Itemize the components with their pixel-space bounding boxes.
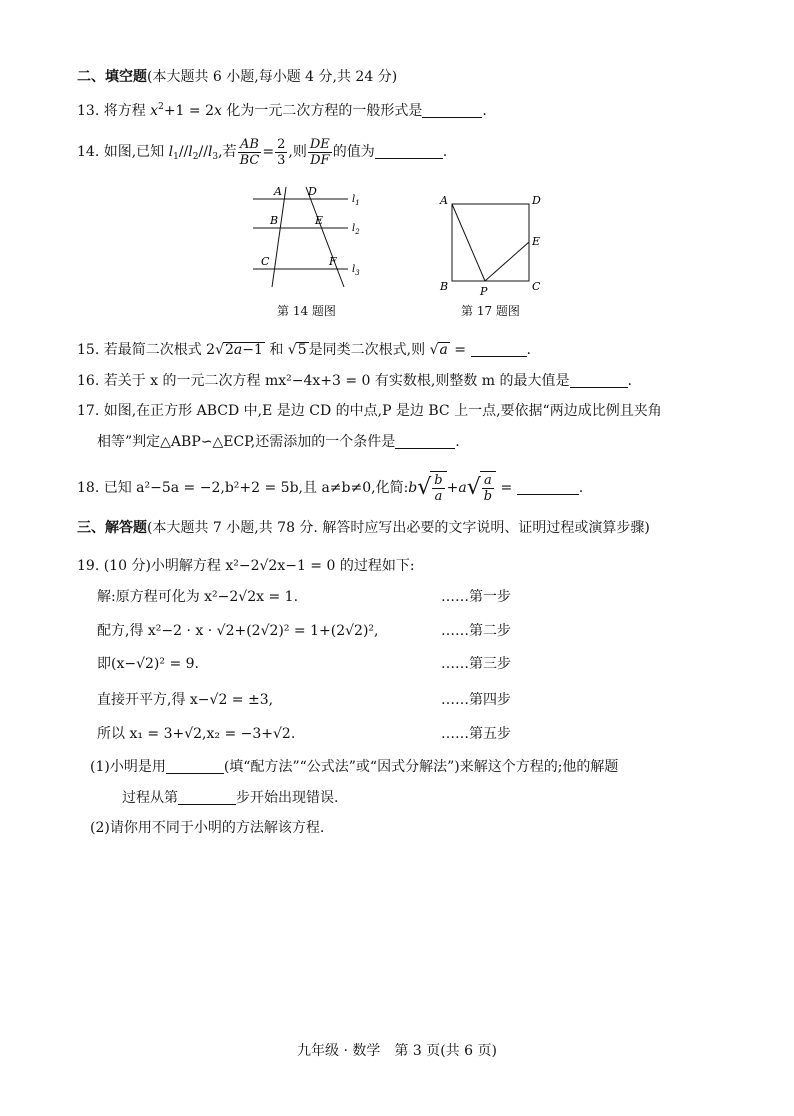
fraction-2-3: $\frac{2}{3}$ bbox=[277, 136, 286, 168]
q16-text: 16. 若关于 x 的一元二次方程 mx²−4x+3 = 0 有实数根,则整数 m 的最大值是 bbox=[77, 373, 570, 389]
section-desc: (本大题共 7 小题,共 78 分. 解答时应写出必要的文字说明、证明过程或演算步骤) bbox=[147, 520, 650, 536]
label-P: P bbox=[480, 285, 488, 298]
label-l3: $l_3$ bbox=[352, 264, 360, 277]
q18-period: . bbox=[578, 480, 584, 496]
q19-step-2-text: 配方,得 x²−2 · x · √2+(2√2)² = 1+(2√2)², bbox=[97, 623, 379, 639]
q13-period: . bbox=[482, 103, 487, 119]
page-footer: 九年级 · 数学 第 3 页(共 6 页) bbox=[297, 1043, 497, 1059]
answer-blank-19-method[interactable] bbox=[166, 759, 224, 774]
label-D: D bbox=[532, 194, 541, 207]
q15-period: . bbox=[526, 342, 531, 358]
q15-text: 是同类二次根式,则 bbox=[308, 342, 426, 358]
q15-prefix: 15. 若最简二次根式 2 bbox=[77, 342, 216, 358]
fraction-ab-bc: $\frac{AB}{BC}$ bbox=[239, 136, 260, 168]
question-16 bbox=[77, 372, 632, 390]
q14-cond: ,若 bbox=[218, 144, 237, 160]
label-B: B bbox=[440, 280, 449, 293]
label-A: A bbox=[440, 194, 448, 207]
q19-part1-line2-text: 步开始出现错误. bbox=[236, 790, 339, 806]
q13-prefix: 13. 将方程 bbox=[77, 103, 146, 119]
fraction-de-df: $\frac{DE}{DF}$ bbox=[309, 136, 330, 168]
section-desc: (本大题共 6 小题,每小题 4 分,共 24 分) bbox=[147, 69, 398, 85]
q19-step-1-text: 解:原方程可化为 x²−2√2x = 1. bbox=[97, 589, 299, 605]
transversal-acf bbox=[272, 187, 286, 287]
figure-14-caption: 第 14 题图 bbox=[277, 304, 336, 318]
label-C: C bbox=[532, 280, 541, 293]
question-17-line-2 bbox=[97, 433, 460, 451]
q13-text: 化为一元二次方程的一般形式是 bbox=[226, 103, 423, 119]
label-l1: $l_1$ bbox=[352, 194, 360, 207]
label-A: A bbox=[274, 185, 282, 198]
q19-step-5-text: 所以 x₁ = 3+√2,x₂ = −3+√2. bbox=[97, 726, 296, 742]
answer-blank-13[interactable] bbox=[422, 103, 482, 118]
q14-prefix: 14. 如图,已知 bbox=[77, 144, 165, 160]
answer-blank-14[interactable] bbox=[375, 144, 443, 159]
q19-step-3-text: 即(x−√2)² = 9. bbox=[97, 656, 199, 672]
figure-14-diagram bbox=[248, 183, 378, 293]
question-17-line-1: 17. 如图,在正方形 ABCD 中,E 是边 CD 的中点,P 是边 BC 上一点,要依据“两边成比例且夹角 bbox=[77, 403, 662, 419]
q14-period: . bbox=[442, 144, 448, 160]
q19-step-4-text: 直接开平方,得 x−√2 = ±3, bbox=[97, 692, 274, 708]
q19-part-1-line-2 bbox=[122, 789, 338, 807]
section-title: 三、解答题 bbox=[77, 520, 147, 536]
q16-period: . bbox=[627, 373, 632, 389]
label-C: C bbox=[261, 255, 270, 268]
q19-part1-line2-prefix: 过程从第 bbox=[122, 790, 178, 806]
answer-blank-15[interactable] bbox=[471, 342, 527, 357]
q17-period: . bbox=[455, 434, 460, 450]
q17-text: 相等”判定△ABP∽△ECP,还需添加的一个条件是 bbox=[97, 434, 396, 450]
square-abcd bbox=[452, 204, 529, 281]
q14-end: 的值为 bbox=[332, 144, 375, 160]
question-14: 14. 如图,已知 $l_1//l_2//l_3$,若 $\frac{AB}{BC}$ = $\frac{2}{3}$ ,则 $\frac{DE}{DF}$ 的值为 . bbox=[77, 136, 448, 168]
section-heading-solve bbox=[77, 519, 650, 537]
q19-step-2-label: ……第二步 bbox=[441, 623, 511, 639]
label-F: F bbox=[329, 255, 337, 268]
label-l2: $l_2$ bbox=[352, 223, 360, 236]
q19-part1-text: (填“配方法”“公式法”或“因式分解法”)来解这个方程的;他的解题 bbox=[223, 759, 619, 775]
question-18: 18. 已知 a²−5a = −2,b²+2 = 5b,且 a≠b≠0,化简:b√ $\frac{b}{a}$ +a√ $\frac{a}{b}$ = . bbox=[77, 472, 584, 504]
q19-step-5-label: ……第五步 bbox=[441, 726, 511, 742]
answer-blank-18[interactable] bbox=[517, 480, 579, 495]
question-13: 13. 将方程 $x^2+1 = 2x$ 化为一元二次方程的一般形式是 . bbox=[77, 102, 487, 119]
q19-part-2: (2)请你用不同于小明的方法解该方程. bbox=[90, 820, 325, 836]
q19-step-3-label: ……第三步 bbox=[441, 656, 511, 672]
label-E: E bbox=[532, 235, 541, 248]
q15-and: 和 bbox=[269, 342, 284, 358]
segment-ap bbox=[452, 204, 485, 281]
q19-part-1 bbox=[90, 758, 618, 776]
label-D: D bbox=[308, 185, 317, 198]
section-title: 二、填空题 bbox=[77, 69, 147, 85]
question-15: 15. 若最简二次根式 2√2a−1 和 √5 是同类二次根式,则 √a = . bbox=[77, 342, 531, 358]
label-E: E bbox=[315, 214, 324, 227]
segment-pe bbox=[485, 242, 529, 281]
q19-part1-prefix: (1)小明是用 bbox=[90, 759, 166, 775]
question-19-head: 19. (10 分)小明解方程 x²−2√2x−1 = 0 的过程如下: bbox=[77, 558, 415, 574]
section-heading-fill-blank bbox=[77, 68, 397, 86]
answer-blank-16[interactable] bbox=[570, 373, 628, 388]
answer-blank-19-step[interactable] bbox=[178, 790, 236, 805]
q19-step-1-label: ……第一步 bbox=[441, 589, 511, 605]
q18-prefix: 18. 已知 a²−5a = −2,b²+2 = 5b,且 a≠b≠0,化简: bbox=[77, 480, 409, 496]
label-B: B bbox=[270, 214, 279, 227]
q19-step-4-label: ……第四步 bbox=[441, 692, 511, 708]
figure-17-diagram bbox=[435, 190, 550, 300]
transversal-def bbox=[306, 187, 344, 287]
figure-17-caption: 第 17 题图 bbox=[461, 304, 520, 318]
answer-blank-17[interactable] bbox=[395, 434, 455, 449]
q14-mid: ,则 bbox=[288, 144, 307, 160]
